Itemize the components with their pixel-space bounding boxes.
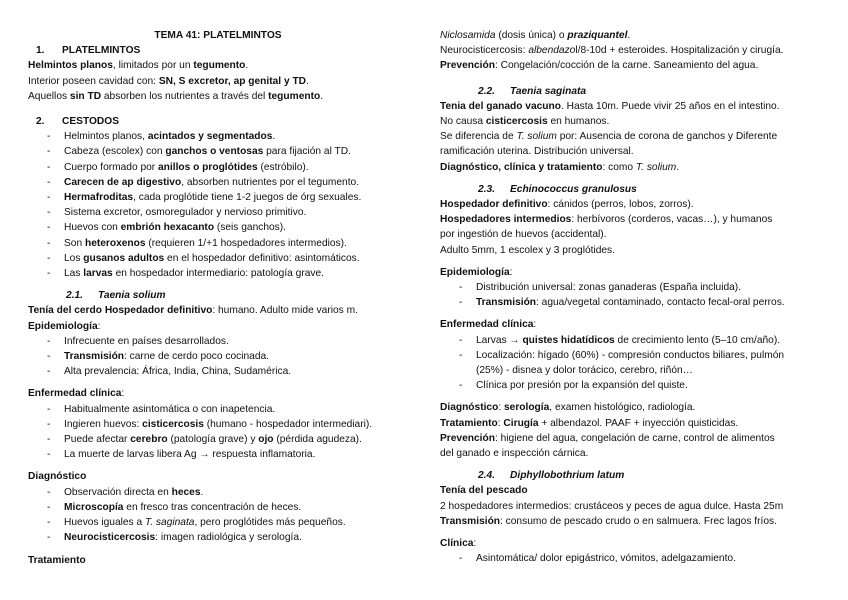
paragraph: Helmintos planos, limitados por un tegumento. (28, 60, 249, 72)
paragraph: por ingestión de huevos (accidental). (440, 229, 607, 241)
list-item: - Infrecuente en países desarrollados. (28, 334, 416, 349)
subsection-heading-taenia-saginata: 2.2. Taenia saginata (478, 85, 587, 97)
paragraph: ramificación uterina. Distribución universal. (440, 146, 634, 158)
paragraph: 2 hospedadores intermedios: crustáceos y peces de agua dulce. Hasta 25m (440, 500, 784, 512)
list-item: - Helmintos planos, acintados y segmentados. (28, 129, 416, 144)
list-item: - Observación directa en heces. (28, 485, 416, 500)
list-item: - Ingieren huevos: cisticercosis (humano - hospedador intermediari). (28, 417, 416, 432)
paragraph: Prevención: Congelación/cocción de la carne. Saneamiento del agua. (440, 60, 759, 72)
paragraph-tratamiento: Tratamiento: Cirugía + albendazol. PAAF + inyección quisticidas. (440, 417, 739, 429)
list-item: - Larvas → quistes hidatídicos de crecimiento lento (5–10 cm/año). (440, 333, 825, 348)
list-item: - Hermafroditas, cada proglótide tiene 1-2 juegos de órg sexuales. (28, 190, 416, 205)
section-heading-platelmintos: 1. PLATELMINTOS (36, 45, 141, 57)
list-item: - Localización: hígado (60%) - compresión conductos biliares, pulmón (440, 348, 825, 363)
paragraph: Se diferencia de T. solium por: Ausencia de corona de ganchos y Diferente (440, 131, 778, 143)
subheading-epidemiologia: Epidemiología: (28, 320, 101, 332)
paragraph: Tenía del cerdo Hospedador definitivo: humano. Adulto mide varios m. (28, 305, 358, 317)
right-column (440, 28, 825, 567)
paragraph: Adulto 5mm, 1 escolex y 3 proglótides. (440, 244, 615, 256)
section-heading-cestodos: 2. CESTODOS (36, 116, 119, 128)
subheading-clinica: Clínica: (440, 538, 477, 550)
paragraph: Hospedadores intermedios: herbívoros (corderos, vacas…), y humanos (440, 214, 773, 226)
list-item: - Asintomática/ dolor epigástrico, vómitos, adelgazamiento. (440, 551, 825, 566)
paragraph: Neurocisticercosis: albendazol/8-10d + esteroides. Hospitalización y cirugía. (440, 45, 784, 57)
subheading-epidemiologia: Epidemiología: (440, 266, 513, 278)
paragraph-diagnostico: Diagnóstico: serología, examen histológico, radiología. (440, 402, 696, 414)
paragraph: Aquellos sin TD absorben los nutrientes a través del tegumento. (28, 90, 324, 102)
list-item: - Neurocisticercosis: imagen radiológica y serología. (28, 530, 416, 545)
paragraph: Diagnóstico, clínica y tratamiento: como T. solium. (440, 161, 680, 173)
list-item: - Distribución universal: zonas ganaderas (España incluida). (440, 280, 825, 295)
paragraph: del ganado e inspección cárnica. (440, 448, 589, 460)
subheading-tratamiento: Tratamiento (28, 554, 86, 566)
list-item: - Clínica por presión por la expansión del quiste. (440, 378, 825, 393)
subheading-diagnostico: Diagnóstico (28, 471, 87, 483)
list-item: - Puede afectar cerebro (patología grave) y ojo (pérdida agudeza). (28, 432, 416, 447)
list-item: - Alta prevalencia: África, India, China, Sudamérica. (28, 364, 416, 379)
subsection-heading-echinococcus: 2.3. Echinococcus granulosus (478, 183, 637, 195)
paragraph-prevencion: Prevención: higiene del agua, congelación de carne, control de alimentos (440, 432, 775, 444)
list-item: - Sistema excretor, osmoregulador y nervioso primitivo. (28, 205, 416, 220)
list-item: - Transmisión: agua/vegetal contaminado, contacto fecal-oral perros. (440, 295, 825, 310)
list-item: - Cabeza (escolex) con ganchos o ventosas para fijación al TD. (28, 144, 416, 159)
subsection-heading-diphyllobothrium: 2.4. Diphyllobothrium latum (478, 470, 625, 482)
list-item: - La muerte de larvas libera Ag → respuesta inflamatoria. (28, 447, 416, 462)
paragraph: Hospedador definitivo: cánidos (perros, lobos, zorros). (440, 199, 694, 211)
paragraph: Interior poseen cavidad con: SN, S excretor, ap genital y TD. (28, 75, 309, 87)
list-item: - Habitualmente asintomática o con inapetencia. (28, 402, 416, 417)
subsection-heading-taenia-solium: 2.1. Taenia solium (66, 290, 166, 302)
list-item: - Transmisión: carne de cerdo poco cocinada. (28, 349, 416, 364)
paragraph: Transmisión: consumo de pescado crudo o en salmuera. Frec lagos fríos. (440, 515, 777, 527)
subheading-enfermedad-clinica: Enfermedad clínica: (440, 319, 537, 331)
list-item: - Cuerpo formado por anillos o proglótides (estróbilo). (28, 160, 416, 175)
paragraph: Tenia del ganado vacuno. Hasta 10m. Puede vivir 25 años en el intestino. (440, 100, 780, 112)
list-item: - Huevos iguales a T. saginata, pero proglótides más pequeños. (28, 515, 416, 530)
list-item-continuation: (25%) - disnea y dolor torácico, cerebro, riñón… (476, 365, 693, 377)
list-item: - Carecen de ap digestivo, absorben nutrientes por el tegumento. (28, 175, 416, 190)
paragraph: No causa cisticercosis en humanos. (440, 116, 610, 128)
left-column (28, 28, 416, 568)
subheading-enfermedad-clinica: Enfermedad clínica: (28, 388, 125, 400)
paragraph: Niclosamida (dosis única) o praziquantel. (440, 30, 631, 41)
list-item: - Los gusanos adultos en el hospedador definitivo: asintomáticos. (28, 251, 416, 266)
document-title: TEMA 41: PLATELMINTOS (154, 30, 282, 41)
paragraph: Tenía del pescado (440, 485, 528, 497)
list-item: - Microscopía en fresco tras concentración de heces. (28, 500, 416, 515)
list-item: - Huevos con embrión hexacanto (seis ganchos). (28, 220, 416, 235)
list-item: - Son heteroxenos (requieren 1/+1 hospedadores intermedios). (28, 236, 416, 251)
list-item: - Las larvas en hospedador intermediario: patología grave. (28, 266, 416, 281)
